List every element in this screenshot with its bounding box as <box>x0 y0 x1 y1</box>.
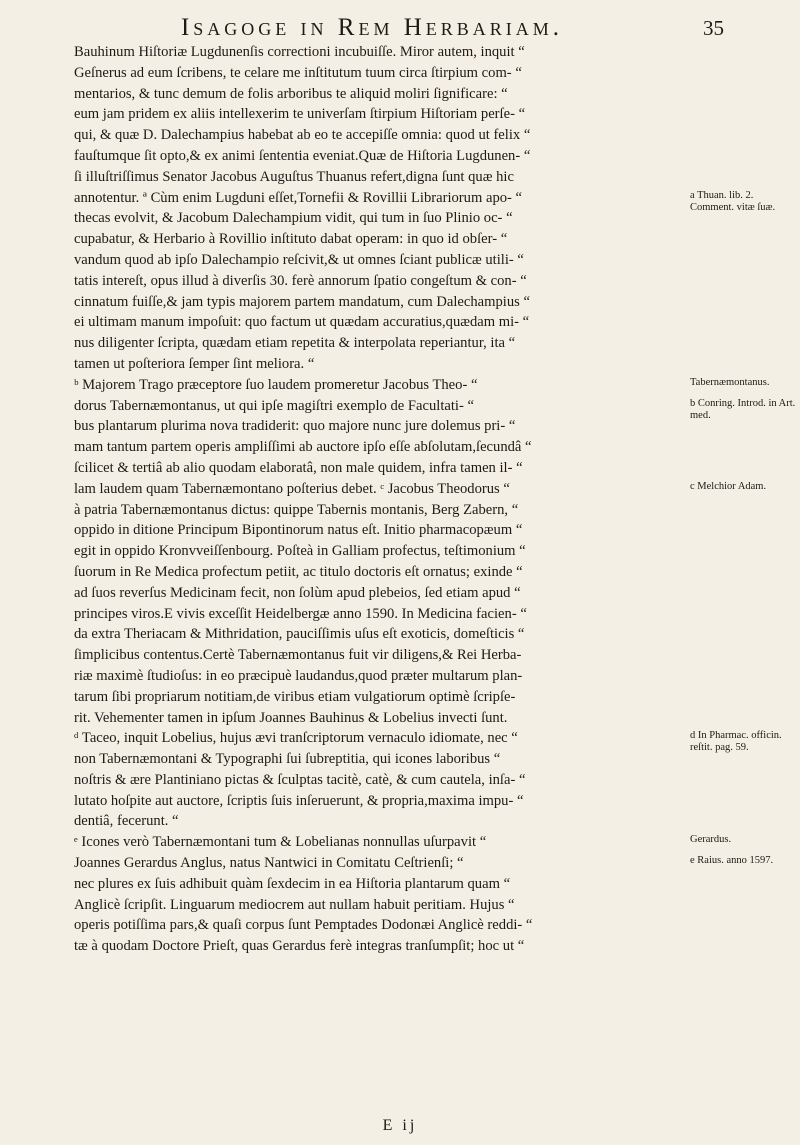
text-line: Anglicè ſcripſit. Linguarum mediocrem aut nullam habuit peritiam. Hujus “ <box>74 896 515 913</box>
text-line: tarum ſibi propriarum notitiam,de viribus etiam vulgatiorum optimè ſcripſe- <box>74 688 516 705</box>
text-line: ᵈ Taceo, inquit Lobelius, hujus ævi tranſcriptorum vernaculo idiomate, nec “ <box>74 730 518 747</box>
text-line: tamen ut poſteriora ſemper ſint meliora. “ <box>74 355 315 372</box>
text-line: ſimplicibus contentus.Certè Tabernæmontanus fuit vir diligens,& Rei Herba- <box>74 647 522 664</box>
text-line: operis potiſſima pars,& quaſi corpus ſunt Pemptades Dodonæi Anglicè reddi- “ <box>74 917 533 934</box>
running-title: Isagoge in Rem Herbariam. <box>180 14 564 41</box>
text-line: mam tantum partem operis ampliſſimi ab auctore ipſo eſſe abſolutam,ſecundâ “ <box>74 439 532 456</box>
margin-note: d In Pharmac. officin. reſtit. pag. 59. <box>690 730 782 754</box>
text-line: mentarios, & tunc demum de folis arboribus te aliquid moliri ſignificare: “ <box>74 85 508 102</box>
signature-mark: E ij <box>382 1117 418 1134</box>
text-line: fauſtumque ſit opto,& ex animi ſententia eveniat.Quæ de Hiſtoria Lugdunen- “ <box>74 147 531 164</box>
text-line: à patria Tabernæmontanus dictus: quippe Tabernis montanis, Berg Zabern, “ <box>74 501 519 518</box>
text-line: Joannes Gerardus Anglus, natus Nantwici in Comitatu Ceſtrienſi; “ <box>74 855 464 872</box>
margin-note: c Melchior Adam. <box>690 480 767 492</box>
text-line: nus diligenter ſcripta, quædam etiam repetita & interpolata reperiantur, ita “ <box>74 335 516 352</box>
text-line: ad ſuos reverſus Medicinam fecit, non ſolùm apud plebeios, ſed etiam apud “ <box>74 584 521 601</box>
text-line: noſtris & ære Plantiniano pictas & ſculptas tacitè, catè, & cum cautela, inſa- “ <box>74 771 526 788</box>
text-line: oppido in ditione Principum Bipontinorum natus eſt. Initio pharmacopæum “ <box>74 522 523 539</box>
text-line: vandum quod ab ipſo Dalechampio reſcivit,& ut omnes ſciant publicæ utili- “ <box>74 251 524 268</box>
text-line: thecas evolvit, & Jacobum Dalechampium vidit, qui tum in ſuo Plinio oc- “ <box>74 210 513 227</box>
text-line: dentiâ, fecerunt. “ <box>74 813 179 830</box>
page-header <box>60 14 724 44</box>
text-line: ſuorum in Re Medica profectum petiit, ac titulo doctoris eſt ornatus; exinde “ <box>74 563 523 580</box>
text-line: tæ à quodam Doctore Prieſt, quas Gerardus ferè integras tranſumpſit; hoc ut “ <box>74 938 525 955</box>
text-line: lam laudem quam Tabernæmontano poſterius debet. ᶜ Jacobus Theodorus “ <box>74 480 510 497</box>
text-line: dorus Tabernæmontanus, ut qui ipſe magiſtri exemplo de Facultati- “ <box>74 397 474 414</box>
margin-note: b Conring. Introd. in Art. med. <box>690 397 796 421</box>
text-line: Bauhinum Hiſtoriæ Lugdunenſis correctioni incubuiſſe. Miror autem, inquit “ <box>74 44 525 60</box>
margin-note: Tabernæmontanus. <box>690 376 770 388</box>
text-line: cupabatur, & Herbario à Rovillio inſtituto dabat operam: in quo id obſer- “ <box>74 231 508 248</box>
text-line: tatis intereſt, opus illud à diverſis 30. ferè annorum ſpatio congeſtum & con- “ <box>74 272 527 289</box>
text-line: da extra Theriacam & Mithridation, pauciſſimis uſus eſt exoticis, domeſticis “ <box>74 626 525 643</box>
text-line: bus plantarum plurima nova tradiderit: quo majore nunc jure dolemus pri- “ <box>74 418 516 435</box>
text-line: riæ maximè ſtudioſus: in eo præcipuè laudandus,quod præter multarum plan- <box>74 667 523 684</box>
text-line: eum jam pridem ex aliis intellexerim te univerſam ſtirpium Hiſtoriam perſe- “ <box>74 106 526 123</box>
text-line: ᵇ Majorem Trago præceptore ſuo laudem promeretur Jacobus Theo- “ <box>74 376 478 393</box>
body-text <box>74 42 686 957</box>
margin-note: e Raius. anno 1597. <box>690 855 774 867</box>
page-number: 35 <box>703 16 724 40</box>
text-line: Geſnerus ad eum ſcribens, te celare me inſtitutum tuum circa ſtirpium com- “ <box>74 64 522 81</box>
text-line: ᵉ Icones verò Tabernæmontani tum & Lobelianas nonnullas uſurpavit “ <box>74 834 487 851</box>
text-line: cinnatum fuiſſe,& jam typis majorem partem mandatum, cum Dalechampius “ <box>74 293 530 310</box>
text-line: qui, & quæ D. Dalechampius habebat ab eo te accepiſſe omnia: quod ut felix “ <box>74 127 531 144</box>
text-line: non Tabernæmontani & Typographi ſui ſubreptitia, qui icones laboribus “ <box>74 751 501 768</box>
text-line: rit. Vehementer tamen in ipſum Joannes Bauhinus & Lobelius invecti ſunt. <box>74 709 508 726</box>
text-line: egit in oppido Kronvveiſſenbourg. Poſteà in Galliam profectus, teſtimonium “ <box>74 543 526 560</box>
text-line: nec plures ex ſuis adhibuit quàm ſexdecim in ea Hiſtoria plantarum quam “ <box>74 875 511 892</box>
margin-note: a Thuan. lib. 2. Comment. vitæ ſuæ. <box>690 189 776 213</box>
text-line: annotentur. ª Cùm enim Lugduni eſſet,Tornefii & Rovillii Librariorum apo- “ <box>74 189 523 206</box>
text-line: ei ultimam manum impoſuit: quo factum ut quædam accuratius,quædam mi- “ <box>74 314 530 331</box>
text-line: principes viros.E vivis exceſſit Heidelbergæ anno 1590. In Medicina facien- “ <box>74 605 527 622</box>
text-line: lutato hoſpite aut auctore, ſcriptis ſuis inſeruerunt, & propria,maxima impu- “ <box>74 792 524 809</box>
text-line: ſi illuſtriſſimus Senator Jacobus Auguſtus Thuanus refert,digna ſunt quæ hic <box>74 168 514 185</box>
margin-note: Gerardus. <box>690 834 732 846</box>
text-line: ſcilicet & tertiâ ab alio quodam elaboratâ, non male quidem, infra tamen il- “ <box>74 459 523 476</box>
